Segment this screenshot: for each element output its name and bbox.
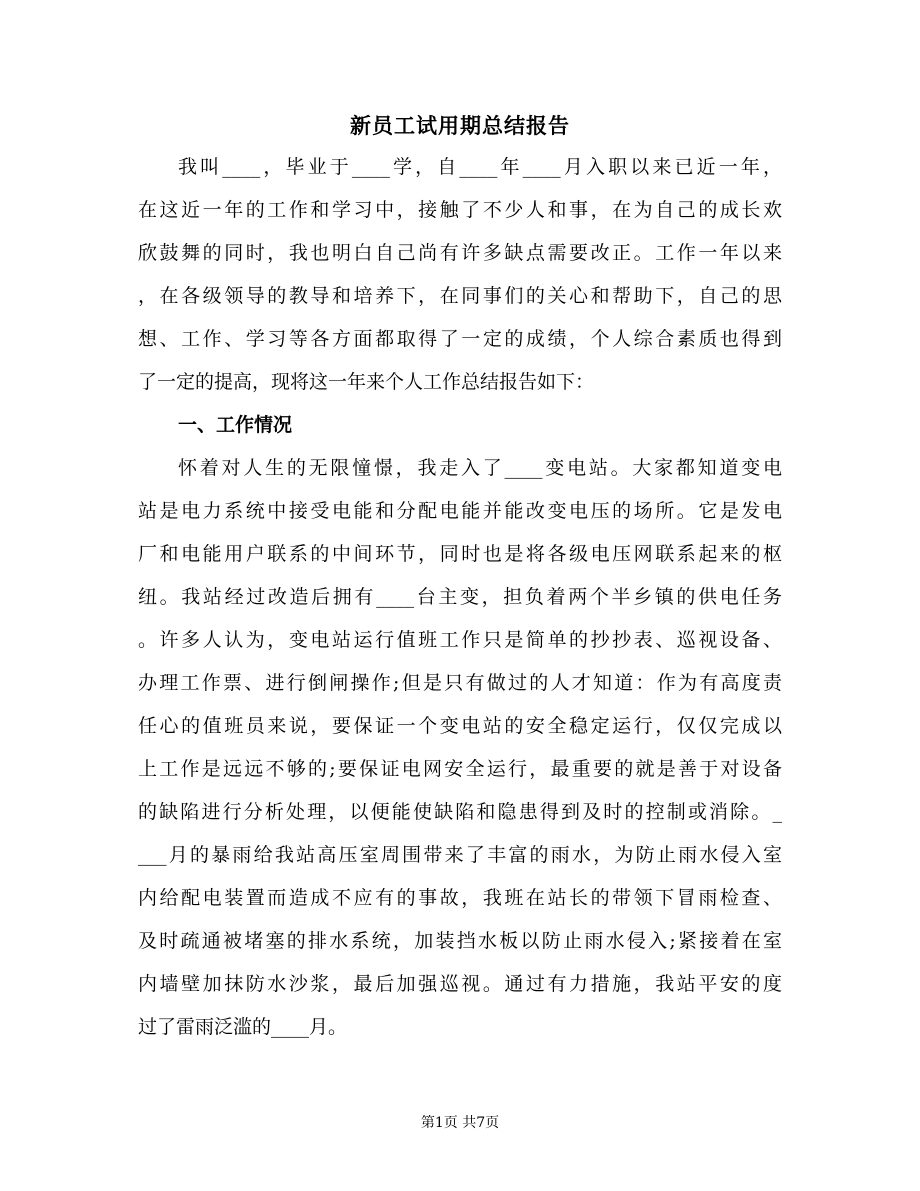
paragraph-line: 过了雷雨泛滥的____月。 [138, 1016, 348, 1038]
paragraph-line: 及时疏通被堵塞的排水系统，加装挡水板以防止雨水侵入;紧接着在室 [138, 930, 782, 952]
paragraph-line: 站是电力系统中接受电能和分配电能并能改变电压的场所。它是发电 [138, 500, 782, 522]
paragraph-line: 怀着对人生的无限憧憬，我走入了____变电站。大家都知道变电 [178, 457, 782, 479]
paragraph-line: 了一定的提高，现将这一年来个人工作总结报告如下： [138, 371, 595, 393]
paragraph-line: 办理工作票、进行倒闸操作;但是只有做过的人才知道：作为有高度责 [138, 672, 782, 694]
paragraph-line: 上工作是远远不够的;要保证电网安全运行，最重要的就是善于对设备 [138, 758, 782, 780]
paragraph-line: 欣鼓舞的同时，我也明白自己尚有许多缺点需要改正。工作一年以来 [138, 242, 782, 264]
paragraph-line: 。许多人认为，变电站运行值班工作只是简单的抄抄表、巡视设备、 [138, 629, 782, 651]
paragraph-line: 内墙壁加抹防水沙浆，最后加强巡视。通过有力措施，我站平安的度 [138, 973, 782, 995]
paragraph-line: 在这近一年的工作和学习中，接触了不少人和事，在为自己的成长欢 [138, 199, 782, 221]
paragraph-line: 想、工作、学习等各方面都取得了一定的成绩，个人综合素质也得到 [138, 328, 782, 350]
paragraph-line: 厂和电能用户联系的中间环节，同时也是将各级电压网联系起来的枢 [138, 543, 782, 565]
paragraph-line: 我叫____，毕业于____学，自____年____月入职以来已近一年， [178, 156, 782, 178]
paragraph-line: 任心的值班员来说，要保证一个变电站的安全稳定运行，仅仅完成以 [138, 715, 782, 737]
paragraph-line: 的缺陷进行分析处理，以便能使缺陷和隐患得到及时的控制或消除。_ [138, 801, 782, 823]
section-heading: 一、工作情况 [178, 414, 293, 436]
paragraph-line: 内给配电装置而造成不应有的事故，我班在站长的带领下冒雨检查、 [138, 887, 782, 909]
page-number: 第1页 共7页 [420, 1115, 500, 1131]
document-title: 新员工试用期总结报告 [350, 113, 570, 138]
paragraph-line: ___月的暴雨给我站高压室周围带来了丰富的雨水，为防止雨水侵入室 [138, 844, 782, 866]
paragraph-line: ，在各级领导的教导和培养下，在同事们的关心和帮助下，自己的思 [138, 285, 782, 307]
document-body [138, 146, 782, 1049]
paragraph-line: 纽。我站经过改造后拥有____台主变，担负着两个半乡镇的供电任务 [138, 586, 782, 608]
